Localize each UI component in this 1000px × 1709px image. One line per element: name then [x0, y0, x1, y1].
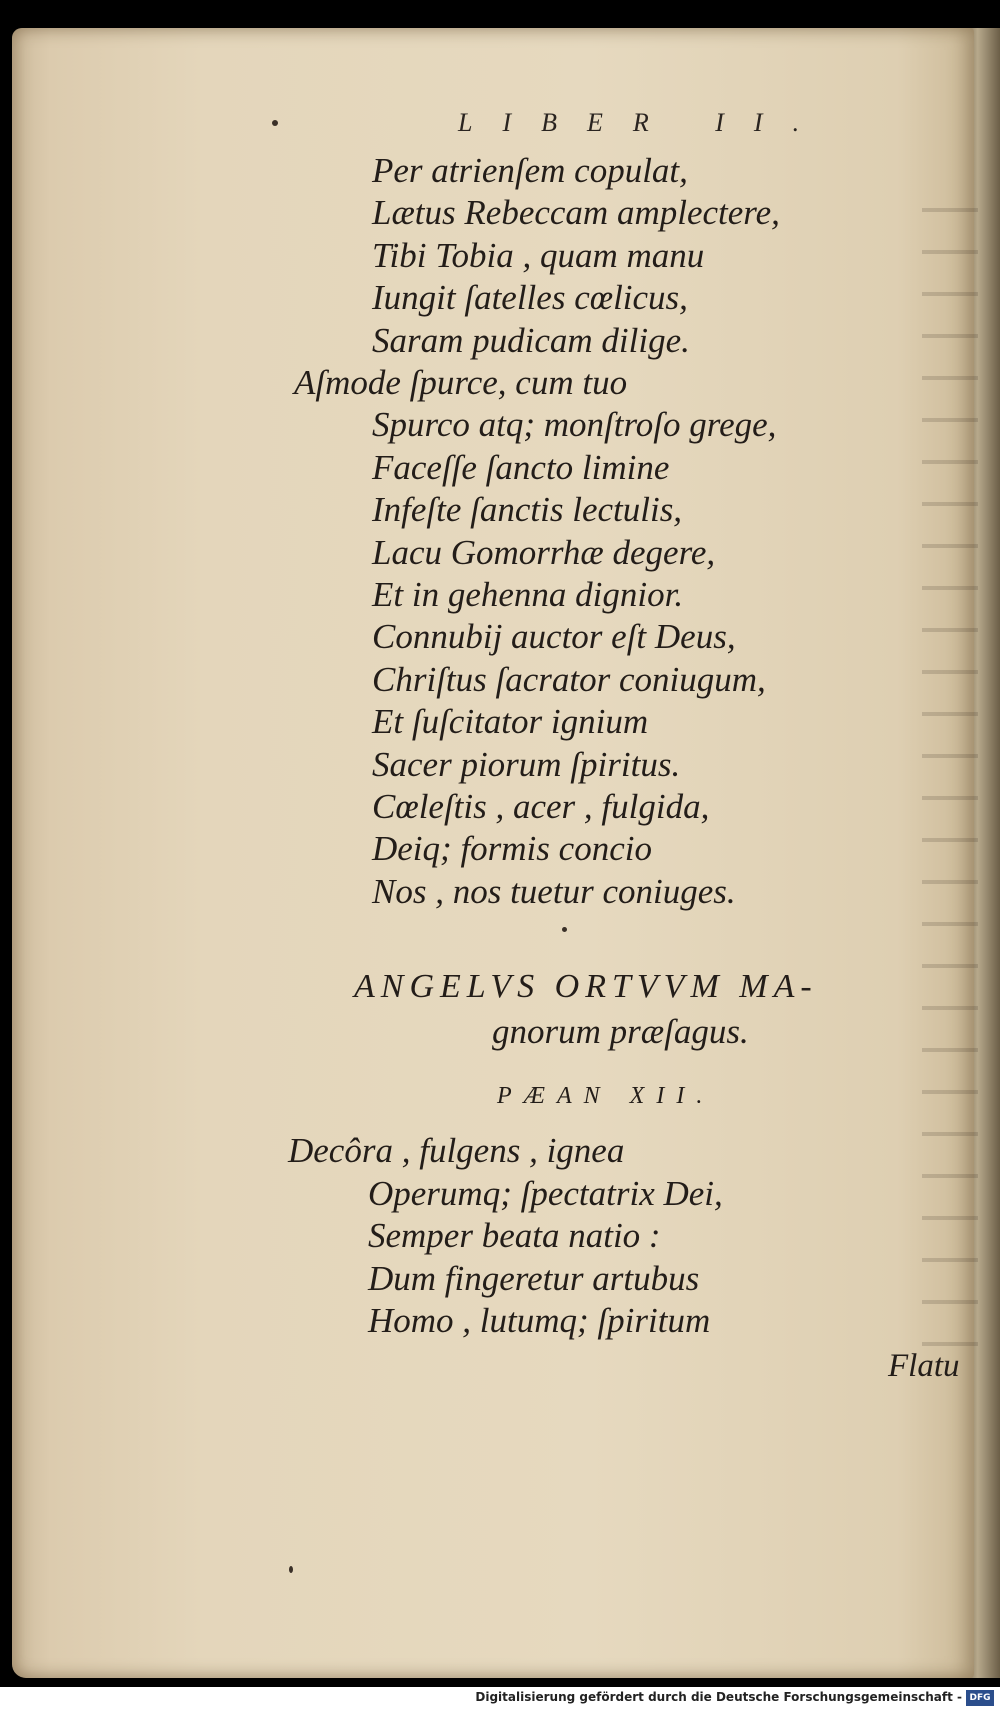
- verse-line: Per atrienſem copulat,: [372, 151, 688, 190]
- digitization-footer: [0, 1687, 1000, 1709]
- section-subheading: gnorum præſagus.: [492, 1012, 749, 1051]
- verse-line: Saram pudicam dilige.: [372, 320, 690, 360]
- paean-label: PÆAN XII.: [497, 1083, 715, 1109]
- catchword: Flatu: [888, 1348, 960, 1384]
- verse-line: Sacer piorum ſpiritus.: [372, 744, 681, 784]
- verse-line: Connubij auctor eſt Deus,: [372, 617, 736, 657]
- verse-line: Spurco atq; monſtroſo grege,: [372, 405, 777, 445]
- verse-line: Et in gehenna dignior.: [372, 575, 684, 614]
- verse-line: Operumq; ſpectatrix Dei,: [368, 1173, 723, 1213]
- footer-text: Digitalisierung gefördert durch die Deutsche Forschungsgemeinschaft -: [475, 1690, 962, 1704]
- verse-line: Cœleſtis , acer , fulgida,: [372, 787, 710, 826]
- dfg-logo: DFG: [966, 1690, 994, 1706]
- verse-line: Semper beata natio :: [368, 1216, 661, 1255]
- verse-line: Aſmode ſpurce, cum tuo: [294, 363, 628, 402]
- verse-line: Dum fingeretur artubus: [368, 1258, 700, 1298]
- verse-line: Lætus Rebeccam amplectere,: [372, 193, 780, 233]
- ink-speck: [272, 120, 278, 126]
- verse-line: Homo , lutumq; ſpiritum: [368, 1301, 711, 1340]
- ink-speck: [289, 1566, 293, 1573]
- verse-line: Et ſuſcitator ignium: [372, 702, 649, 742]
- verse-line: Chriſtus ſacrator coniugum,: [372, 659, 766, 699]
- ink-speck: [562, 927, 567, 932]
- verse-line: Lacu Gomorrhæ degere,: [372, 532, 716, 572]
- show-through-text: [922, 178, 978, 1378]
- verse-line: Tibi Tobia , quam manu: [372, 235, 705, 275]
- verse-line: Iungit ſatelles cœlicus,: [372, 278, 688, 318]
- section-heading: ANGELVS ORTVVM MA-: [354, 968, 818, 1005]
- verse-line: Nos , nos tuetur coniuges.: [372, 871, 736, 911]
- verse-line: Faceſſe ſancto limine: [372, 447, 670, 487]
- verse-line: Decôra , fulgens , ignea: [288, 1131, 625, 1170]
- verse-line: Deiq; formis concio: [372, 829, 652, 869]
- verse-line: Infeſte ſanctis lectulis,: [372, 490, 683, 530]
- running-head: LIBER II.: [458, 108, 830, 137]
